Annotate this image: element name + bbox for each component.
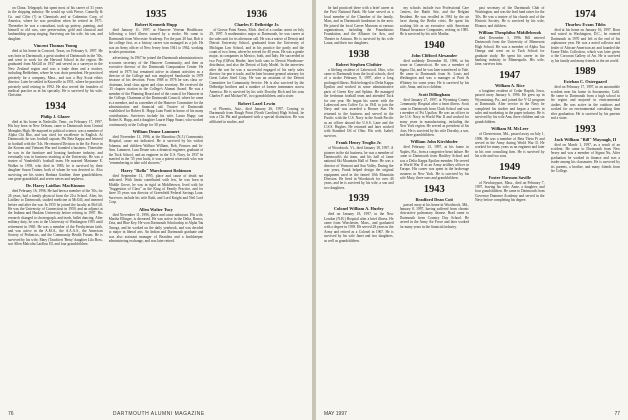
obituary-name: Thurlow Evans Tibbs — [564, 22, 606, 27]
obituary-paragraph: died February 13, 1997, at his home in Naples, Fla., from a congestive heart failure. He came to Dartmouth from Hackley School and was a Delta Kappa Epsilon member. He served in World War II as an Army artillery officer in Europe. His career was spent in the brokerage business in New York. He is survived by his wife Mary, three sons and grandchildren. — [399, 145, 469, 181]
issue-date: MAY 1997 — [324, 411, 347, 417]
obituary-name: Robert Kenneth Hupp — [134, 22, 178, 27]
obituary-name: Bradford Dean Coit — [415, 196, 454, 202]
class-year-heading: 1938 — [348, 48, 370, 60]
obituary-paragraph: advertising. In 1967 he joined the Dartmouth administration to accounts secretary of the Hanover Community, and then as executive director of the Dartmouth Computation Center. He retired in 1975 but remained active in alumni activities as a director of the College and was employed Sandcastle in 1978 because of his devotion. From 1968 to 1976 he was class co-chairman, head class agent and class secretary. He received the '35 chapter citation in the College's Alumni Award. He was a member of the Planning Board and of the council for Hanover in the College, Chairman of the Dartmouth Council, where he came as a member, and as a member of the Hanover Committee for the administration and financial aid. Trustee of Dartmouth established for Robert K. Hupp Loan Fund in honor of his many contributions. Survivors include his wife, Laura Hupp; son Robert K. Hupp, and a daughter Laurie Hupp Stuart, who worked continuously at the College for 30 years. — [108, 56, 204, 127]
right-page — [316, 0, 628, 420]
obituary-paragraph: died November 11, 1996, place and cause unknown. His wife, Martha Ellinger, is deceased. He was active in the Delta, Barros, Zeta, and Blue Key. He won Dartmouth Scholarship to Alpha Tau Omega, and he worked on the daily yearbook, and was decided to major in liberal arts. An Indian and Dartmouth graduate and was also assistant manager of Beaulieu and a bookkeeper, administering exchange, and was later retired. — [108, 212, 204, 244]
obituary-paragraph: my schools include two Professional Care Centers, the Battle Site, and the Belgian Resident. He was recalled in 1961 by the air force during the Berlin crisis. He spent his working life as an executive with American Mutual Insurance Companies, retiring in 1985. He is survived by his wife Martha. — [399, 6, 469, 37]
obituary-paragraph: passed away at his home in Woodstock, Md., January 8, 1997, having suffered from chronic obstructive pulmonary disease. Brad came to Dartmouth from Country Day School. He served in the Army Air Force and later worked for many years in the financial industry. — [399, 202, 469, 229]
class-year-heading: 1936 — [246, 9, 268, 20]
left-page-footer — [8, 411, 304, 417]
right-column-1 — [324, 6, 394, 404]
obituary-name: William Deane Lammert — [132, 128, 180, 134]
obituary-paragraph: died January 27, 1997, at Wyoming County Community Hospital after a heart illness. Scott came to Dartmouth from Clark School and was a member of Psi Upsilon. He was an officer in the U.S. Navy in World War II and worked for many years in manufacturing, including the New York region. He served as president of his class. He is survived by his wife Dorothy, a son, and three grandchildren. — [399, 97, 469, 137]
obituary-paragraph: died November 11, 1996, at the Mauritius (N.J.) Community Hospital, cause not indicated. He is survived by his widow Johanna, and children Wallace William, Bob, Frances and Jo-Ann. Lammert, Lara Deane was a deanical engineer, graduate of the Tuck School, and an engineer in the U.S. Navy. In 1937 he married in the '35 year book, it was a potent wisecrack who was "remembering to take cold showers." — [108, 134, 204, 166]
obituary-paragraph: died on February 17, 1997, in an automobile accident near his home in Sacramento, Calif. He came to Dartmouth from a high school in the region and majored in environmental studies. He was active in the outdoors and worked for an environmental consulting firm after graduation. He is survived by his parents and a sister. — [550, 85, 620, 121]
obituary-paragraph: died January 11, 1997, at Hanover Veteran Healthcare, following a brief illness caused by a stroke. He came to Dartmouth from Worcester Academy. For the past 20 last, Bob is the college first, as a history career was managed as a job. He was an Army officer of New Jersey from 1941 to 1962, working in sales promotion. — [108, 28, 204, 55]
obituary-paragraph: a longtime resident of Cedar Rapids, Iowa, passed away January 6, 1996. He grew up in Wyomissing, Pa., and joined the V-12 program at Dartmouth. After service in the Navy he completed his studies and began a career in sales and marketing in the paper industry. He is survived by his wife Ann, three children and six grandchildren. — [475, 88, 545, 124]
left-page-columns — [8, 6, 304, 404]
right-page-footer — [324, 411, 620, 417]
obituary-paragraph: died at his home in Nashville, Tenn., on February 17, 1997. His boy born in New Orleans, came to Dartmouth from Central Memphis High. He majored in political science, was a member of Alpha Chi Rho, and was cited for excellence in English. At Dartmouth, he was football captain, Phi Beta Kappa and lettered in football with the '34s. He returned Division in the Air Force in the Korean and Vietnam War and founded a business. Thereafter he was in the furniture and housing hardware industry, and eventually was in business teaching at the University. He was a trustee of Vanderbilt's football team. He married Marianne E. Walker in 1939, who died in 1983; he is survived by their daughter Susan Trainer, both of whom he was devoted to. Also surviving are his sisters Barbara Gardner, three grandchildren, one great-grandchild, and seven nieces and nephews. — [8, 119, 103, 181]
obituary-paragraph: of Newburyport, Mass., died on February 7, 1997, leaving his wife, Anne, a daughter, and four grandchildren. He came to Dartmouth from Governor Dummer Academy and served in the Navy before completing his degree. — [475, 180, 545, 203]
page-number-right: 77 — [614, 411, 620, 417]
obituary-name: Harry "Rollo" Marchmont Robinson — [120, 167, 192, 173]
obituary-name: Scott Dillingham — [418, 91, 451, 97]
class-year-heading: 1947 — [499, 69, 521, 81]
class-year-heading: 1943 — [423, 183, 445, 195]
obituary-paragraph: past secretary of the Dartmouth Club of Washington, and was the lead fund raiser for the '40s. He was a trustee of his church and of the Historic Society. He is survived by his wife, Eleanor, and children. — [475, 6, 545, 28]
class-year-heading: 1934 — [44, 100, 66, 112]
obituary-paragraph: of Woodstock, Vt., died January 18, 1997. A pioneer in the ski business, he was a member of Dartmouth's ski team, and his hall of fame national Ski Mountain Hall of Fame. He was a director of Vermont and Sun Valley. During the war years, Frank helped design the original equipment used in the famed 10th Mountain Division. He lived in Woodstock for over 40 years, and he is survived by his wife, a son and two daughters. — [324, 146, 394, 190]
obituary-paragraph: of Phoenix, Ariz., died January 26, 1997. Coming to Dartmouth from Rough Point (North Carolina) High School, he was a Chi Phi and graduated with a special distinction. He was affiliated in studies, and — [209, 106, 305, 124]
class-year-heading: 1939 — [348, 193, 370, 205]
obituary-name: Esteban C. Ostergaard — [563, 79, 607, 85]
obituary-name: William M. McLeer — [491, 126, 529, 132]
obituary-name: William John Kirchhofer — [410, 139, 458, 145]
obituary-name: Allen Walter Tucy — [139, 206, 173, 212]
obituary-paragraph: on China. Telegraph, but spent most of his career of 31 years in the shipping industry. He would up with Pierce, Connelly & Co. and Cilirr (?) in Chemicals and at Cubernius Corp. of America, where he was president when he retired in 1971. Thereafter he was a consultant, took up pottery, painting, and himself to old cars, rare preservation, gold and classical and husbandship group singing. Surviving are his wife, his son, and daughter. — [8, 6, 103, 41]
class-year-heading: 1989 — [574, 66, 596, 78]
right-column-2 — [400, 6, 470, 404]
obituary-paragraph: died December 1, 1996. Bill entered Dartmouth from the University of Minnesota High School. He was a member of Alpha Tau Omega and went on to Tuck School for graduate study. He spent his career in the banking industry in Minneapolis. His wife, Jane, survives him. — [475, 36, 545, 67]
obituary-name: William A. Rice — [494, 82, 525, 88]
left-column-1 — [8, 6, 103, 404]
right-column-3 — [475, 6, 545, 404]
obituary-paragraph: died at his home on January 16, 1997. Born and raised in Washington, D.C., he entered Dartmouth in 1970 and left at the end of his sophomore year. He was a noted collector and dealer of African-American art and founded the Evans-Tibbs Collection, which was later given to the Corcoran Gallery of Art. He is survived by his family and many friends in the art world. — [550, 28, 620, 63]
obituary-paragraph: died on March 1, 1997, as a result of an accident. He came to Dartmouth from New Jersey and was a member of Sigma Nu. After graduation he worked in finance and was a leader among his classmates. He is survived by his parents, a brother, and many friends from the College. — [550, 142, 620, 173]
obituary-paragraph: died suddenly December 30, 1996, at his home in Connecticut. He was a member of Sigma Chi, and he was later transferred to Yale. He came to Dartmouth from St. Louis and Washington and was a manager at Pratt & Whitney for some years. He is survived by his wife, Anna, and two children. — [399, 58, 469, 90]
obituary-paragraph: died February 16, 1996. He had been a member of the '30s, for 26 years, had a family physical from the 21st School. Alter, his Laidlaw to Dartmouth, studied medicine at McGill, and interned before and after the war. In 1955 he joined the faculty at McGill. He was the University of Connecticut in 1959, and an adjunct at the Indiana and Haskins University before retiring in 1997. His research changed to choreograph, and teach, ballet dancing. After military duty, he was to the University of Washington 1955 until retirement in 1965. He was a member of the Presbyterian faith, and was active in the A.M.A., the A.A.A.S., the American Society of Pediatrics, and the Community Health Forum. He is survived by his wife, Mary (Tauchieri 'Betsy' daughter Lila Boss, son Allen Malcolm Laidlaw III, and four grandchildren. — [8, 189, 103, 247]
obituary-name: John Clifford Alexander — [411, 52, 458, 58]
class-year-heading: 1935 — [145, 9, 167, 20]
obituary-name: Robert Stephen Clothier — [335, 61, 382, 67]
obituary-name: Philip J. Glazer — [40, 113, 71, 119]
obituary-name: Colonel William A. Hurley — [333, 206, 384, 212]
obituary-paragraph: died on January 18, 1997, in the New London (N.H.) Hospital after a brief illness. He came from Winchester, Mass., and graduated with a degree in 1939. He served 28 years in the Army and retired as a Colonel in 1967. He is survived by his wife Janet and two daughters, as well as grandchildren. — [324, 212, 394, 243]
obituary-name: Foster Harmon Saville — [488, 174, 531, 180]
obituary-name: Vincent Thomas Young — [33, 43, 78, 49]
class-year-heading: 1940 — [423, 39, 445, 51]
obituary-paragraph: he had practiced there with a brief career at the First National Bank. He later served as a local member of the Chamber of the family, Mars, and as Dartmouth fundraiser in the area. He joined the local Carver Museum at various organizations, including the Foundations Foundation, and the Alliance for Arts, and Theater in Arizona. He is survived by his wife Laura, and their two daughters. — [324, 6, 394, 46]
obituary-name: Frank Henry Truglio Jr. — [335, 140, 382, 146]
right-page-columns — [324, 6, 620, 404]
left-page — [0, 0, 312, 420]
obituary-paragraph: of Chestertown, Md., passed away on July 1, 1996. He was a member of Beta Theta Pi and served in the Army during World War II. He worked for many years as an engineer and later in his own consulting firm. He is survived by his wife and two sons. — [475, 132, 545, 159]
class-year-heading: 1949 — [499, 161, 521, 173]
class-year-heading: 1993 — [574, 123, 596, 135]
obituary-name: Jack William "Bill" Maynagh, II — [554, 136, 617, 142]
obituary-name: Dr. Harry Laidlaw MacKinnon — [26, 183, 85, 189]
obituary-name: Robert Lazel Lewin — [238, 100, 276, 106]
magazine-title: DARTMOUTH ALUMNI MAGAZINE — [112, 411, 205, 417]
right-column-4 — [551, 6, 621, 404]
obituary-name: William Theophilus Middlebrook — [478, 30, 542, 36]
class-year-heading: 1974 — [574, 9, 596, 20]
obituary-paragraph: died September 11, 1995, place and cause of death not indicated. With limits contributed with few, he was born in Middle Grove, he was in rigid in Middletown, lived with his "Suggestion of Class" as the King of Family Practice, and for three 35 years was director of Greenfield Federal Savings Loan. Survivors include his wife Ruth, and Lord Knight and Neil Lord Corp. — [108, 173, 204, 205]
obituary-name: Charles F. Delbridge Jr. — [234, 22, 280, 27]
obituary-paragraph: of Grosse Point Farms, Mich. died of a cardiac arrest on July 29, 1997. A mathematics major at Dartmouth, he was career at the sales unit for its afternoon call. He was a native of Detroit and Detroit University School, graduated from the University of Michigan Law School, and in his practice the partly and the count of two firms, where he served for 40 years. He was a gentle major, in companies in Mexico, both, and Italy. He succeeded in two Pop (O)Post Binder, later both sons to Detroit Warehouse-distributor, and also the Detroit of Italy Model. In the interview after the war he was a successful engaged of his early sales director for pen is trade, and he later became general attorney for Great Lakes Steel Corp. He was an assistant of the Detroit Committee for Community Service. He is also survived by the Delbridge brothers and a number of former teammates across America. He is survived by his wife Dorothy Rich and his sons Charles F. and Michael W., two grandchildren, and a sister. — [209, 28, 305, 99]
obituary-paragraph: a lifelong resident of Lakewood, Ohio, who came to Dartmouth from the local schools, died of a stroke February 8, 1997, after a long prolonged illness. Bob belonged to Delta Kappa Epsilon and worked in some administrative parts of Green Key and Sphinx. He managed the freshman football team and attended Tuck for one year. He began his career with the Lakewood area Coffee Co. in 1941 to join the Navy and was awarded a Bronze Star. He returned to the business and served in the Pacific with the U.S. Navy in the South Pacific as an officer aboard the U.S.S. Lane and the U.S.S. Hughes. He returned and later worked with Standard Oil of Ohio. His wife, Isabel, survives. — [324, 67, 394, 138]
left-column-2 — [109, 6, 204, 404]
left-column-3 — [209, 6, 304, 404]
obituary-paragraph: died at his home in Concord, Texas, on February 6, 1997. He was born in Dartmouth, a great student of Dartmouth in the '30s, and went to work for the Harvard School in the region. He graduated from McGill in 1937 and served as a surveyor in the New Zealand region and was a trade dean and a teacher, including Bethlehem, where he was choir president. He practiced privately for a company, Mass., and was a Boy Scout ethics director. Later he settled in Knoxville in 1951, where he practiced privately until retiring in 1992. He also served the founders of medical practice as in his specialty. He is survived by his wife, Christine. — [8, 49, 103, 98]
page-number-left: 76 — [8, 411, 14, 417]
